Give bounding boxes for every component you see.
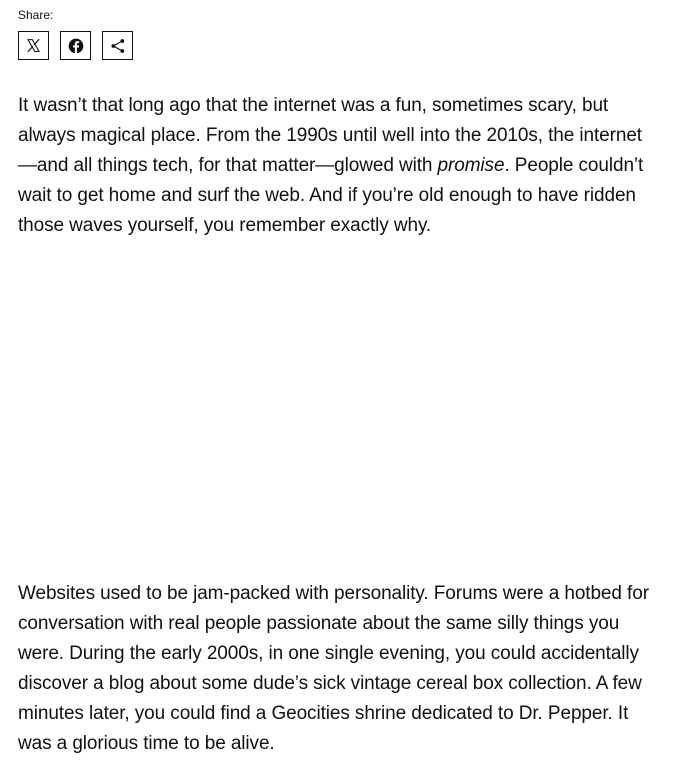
share-buttons — [18, 31, 133, 60]
facebook-logo-icon — [68, 38, 84, 54]
share-link-button[interactable] — [102, 31, 133, 60]
blank-ad-space — [18, 250, 658, 570]
article-paragraph-1 — [18, 91, 660, 241]
article-paragraph-2: Websites used to be jam-packed with personality. Forums were a hotbed for conversation with real people passionate about the same silly things you were. During the early 2000s, in one single evening, you could accidentally discover a blog about some dude’s sick vintage cereal box collection. A few minutes later, you could find a Geocities shrine dedicated to Dr. Pepper. It was a glorious time to be alive. — [18, 583, 649, 754]
share-label: Share: — [18, 8, 54, 22]
share-x-button[interactable] — [18, 31, 49, 60]
share-facebook-button[interactable] — [60, 31, 91, 60]
paragraph-1-emphasis: promise — [437, 155, 505, 176]
x-logo-icon — [26, 38, 41, 53]
paragraph-1-text-end: . People couldn’t wait to get home and surf the web. And if you’re old enough to have ridden those waves yourself, you remember exactly why. — [18, 155, 644, 236]
share-icon — [110, 38, 126, 54]
paragraph-1-text-start: It wasn’t that long ago that the internet was a fun, sometimes scary, but always magical place. From the 1990s until well into the 2010s, the internet—and all things tech, for that matter—glowed with — [18, 95, 642, 176]
